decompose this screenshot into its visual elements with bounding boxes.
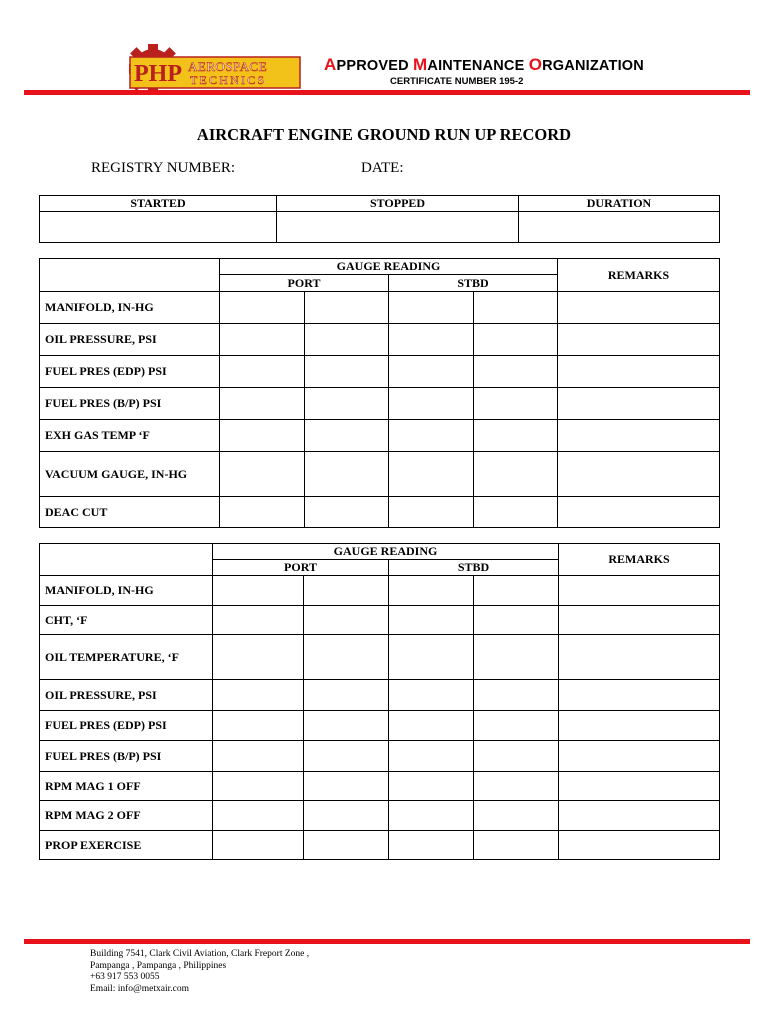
stbd-reading-1[interactable] [389, 711, 474, 741]
port-reading-2[interactable] [305, 452, 389, 497]
stbd-reading-1[interactable] [389, 801, 474, 831]
started-header: STARTED [40, 196, 277, 212]
table-row [40, 831, 720, 860]
org-word-1-rest: PPROVED [336, 58, 409, 74]
footer-line: Building 7541, Clark Civil Aviation, Clark Freport Zone , [90, 949, 310, 959]
row-label: EXH GAS TEMP ‘F [40, 420, 220, 452]
stbd-reading-1[interactable] [389, 606, 474, 635]
row-label: RPM MAG 1 OFF [40, 772, 213, 801]
port-reading-2[interactable] [304, 576, 389, 606]
remarks-cell[interactable] [558, 388, 720, 420]
certificate-number: CERTIFICATE NUMBER 195-2 [390, 76, 524, 87]
port-reading-1[interactable] [213, 772, 304, 801]
stopped-field[interactable] [277, 212, 519, 243]
row-label: DEAC CUT [40, 497, 220, 528]
row-label: PROP EXERCISE [40, 831, 213, 860]
table-row [40, 635, 720, 680]
row-label: OIL PRESSURE, PSI [40, 324, 220, 356]
port-reading-2[interactable] [305, 420, 389, 452]
stbd-reading-2[interactable] [474, 292, 558, 324]
org-word-3-initial: O [528, 55, 543, 74]
row-label: FUEL PRES (EDP) PSI [40, 711, 213, 741]
remarks-cell[interactable] [559, 606, 720, 635]
port-reading-1[interactable] [220, 324, 305, 356]
footer-line: Email: info@metxair.com [90, 983, 189, 994]
table-row [40, 420, 720, 452]
table-row [40, 292, 720, 324]
row-label: MANIFOLD, IN-HG [40, 576, 213, 606]
gauge-reading-header: GAUGE READING [213, 544, 559, 560]
footer-divider [24, 939, 750, 944]
stbd-reading-1[interactable] [389, 292, 474, 324]
stbd-reading-2[interactable] [474, 635, 559, 680]
port-reading-1[interactable] [220, 356, 305, 388]
table-row [40, 497, 720, 528]
port-reading-1[interactable] [213, 831, 304, 860]
stbd-reading-1[interactable] [389, 772, 474, 801]
remarks-cell[interactable] [559, 680, 720, 711]
stbd-reading-2[interactable] [474, 324, 558, 356]
gauge-table-1-body [40, 292, 720, 528]
row-label: FUEL PRES (EDP) PSI [40, 356, 220, 388]
port-reading-1[interactable] [220, 388, 305, 420]
table-row [40, 711, 720, 741]
org-word-1-initial: A [324, 55, 337, 74]
footer-address [90, 949, 309, 995]
header-divider [24, 90, 750, 95]
row-label: VACUUM GAUGE, IN-HG [40, 452, 220, 497]
stbd-reading-2[interactable] [474, 606, 559, 635]
remarks-cell[interactable] [559, 576, 720, 606]
stbd-header: STBD [389, 560, 559, 576]
port-reading-2[interactable] [305, 497, 389, 528]
table-row [40, 606, 720, 635]
port-reading-2[interactable] [304, 635, 389, 680]
stbd-reading-2[interactable] [474, 711, 559, 741]
row-label: CHT, ‘F [40, 606, 213, 635]
duration-field[interactable] [519, 212, 720, 243]
port-reading-2[interactable] [305, 292, 389, 324]
remarks-cell[interactable] [558, 292, 720, 324]
table-row [40, 388, 720, 420]
port-reading-2[interactable] [304, 680, 389, 711]
gauge-table-1 [39, 258, 720, 528]
stbd-reading-2[interactable] [474, 831, 559, 860]
port-reading-1[interactable] [220, 452, 305, 497]
started-field[interactable] [40, 212, 277, 243]
logo-line1-text: AEROSPACE [188, 59, 268, 74]
port-reading-2[interactable] [304, 741, 389, 772]
table-row [40, 772, 720, 801]
remarks-header: REMARKS [559, 544, 720, 576]
stbd-reading-1[interactable] [389, 452, 474, 497]
remarks-cell[interactable] [559, 772, 720, 801]
port-header: PORT [220, 275, 389, 292]
org-word-2-rest: AINTENANCE [427, 58, 525, 74]
port-reading-1[interactable] [213, 801, 304, 831]
gauge-table-2 [39, 543, 720, 860]
org-word-2-initial: M [413, 55, 428, 74]
stbd-reading-1[interactable] [389, 356, 474, 388]
port-reading-1[interactable] [213, 635, 304, 680]
stbd-reading-2[interactable] [474, 801, 559, 831]
stbd-reading-2[interactable] [474, 388, 558, 420]
row-label: FUEL PRES (B/P) PSI [40, 388, 220, 420]
port-reading-2[interactable] [304, 711, 389, 741]
stbd-reading-2[interactable] [474, 497, 558, 528]
table-row [40, 452, 720, 497]
stbd-reading-1[interactable] [389, 420, 474, 452]
table-row [40, 576, 720, 606]
port-reading-1[interactable] [213, 680, 304, 711]
port-reading-2[interactable] [304, 606, 389, 635]
remarks-cell[interactable] [558, 356, 720, 388]
port-reading-2[interactable] [305, 324, 389, 356]
port-reading-1[interactable] [213, 711, 304, 741]
footer-line: +63 917 553 0055 [90, 972, 160, 983]
stbd-reading-2[interactable] [474, 576, 559, 606]
gauge-reading-header: GAUGE READING [220, 259, 558, 275]
port-reading-1[interactable] [220, 420, 305, 452]
timing-table [39, 195, 720, 243]
remarks-cell[interactable] [559, 801, 720, 831]
remarks-cell[interactable] [558, 420, 720, 452]
port-reading-1[interactable] [220, 292, 305, 324]
table-row [40, 801, 720, 831]
table-row [40, 680, 720, 711]
stbd-reading-1[interactable] [389, 635, 474, 680]
remarks-cell[interactable] [558, 497, 720, 528]
stbd-reading-1[interactable] [389, 497, 474, 528]
port-reading-2[interactable] [305, 356, 389, 388]
remarks-cell[interactable] [559, 711, 720, 741]
port-header: PORT [213, 560, 389, 576]
row-label: OIL PRESSURE, PSI [40, 680, 213, 711]
stbd-reading-1[interactable] [389, 576, 474, 606]
stbd-reading-2[interactable] [474, 772, 559, 801]
stbd-reading-2[interactable] [474, 420, 558, 452]
remarks-header: REMARKS [558, 259, 720, 292]
port-reading-2[interactable] [305, 388, 389, 420]
stbd-reading-2[interactable] [474, 356, 558, 388]
gauge-table-1-blank-header [40, 259, 220, 292]
table-row [40, 741, 720, 772]
row-label: FUEL PRES (B/P) PSI [40, 741, 213, 772]
port-reading-1[interactable] [213, 606, 304, 635]
row-label: RPM MAG 2 OFF [40, 801, 213, 831]
duration-header: DURATION [519, 196, 720, 212]
stbd-reading-2[interactable] [474, 452, 558, 497]
port-reading-1[interactable] [213, 576, 304, 606]
port-reading-2[interactable] [304, 831, 389, 860]
stbd-reading-1[interactable] [389, 388, 474, 420]
stbd-reading-1[interactable] [389, 831, 474, 860]
port-reading-1[interactable] [220, 497, 305, 528]
remarks-cell[interactable] [558, 452, 720, 497]
logo-php-text: PHP [134, 61, 182, 87]
stbd-reading-1[interactable] [389, 741, 474, 772]
registry-number-label: REGISTRY NUMBER: [91, 160, 236, 176]
remarks-cell[interactable] [559, 635, 720, 680]
stbd-header: STBD [389, 275, 558, 292]
remarks-cell[interactable] [559, 831, 720, 860]
organization-title [324, 55, 644, 75]
footer-line: Pampanga , Pampanga , Philippines [90, 960, 227, 971]
stopped-header: STOPPED [277, 196, 519, 212]
row-label: OIL TEMPERATURE, ‘F [40, 635, 213, 680]
port-reading-2[interactable] [304, 772, 389, 801]
stbd-reading-2[interactable] [474, 741, 559, 772]
form-title: AIRCRAFT ENGINE GROUND RUN UP RECORD [196, 125, 572, 144]
gauge-table-2-body [40, 576, 720, 860]
stbd-reading-1[interactable] [389, 324, 474, 356]
logo-line2-text: TECHNICS [190, 73, 267, 87]
port-reading-1[interactable] [213, 741, 304, 772]
table-row [40, 324, 720, 356]
php-aerospace-logo [126, 44, 302, 94]
stbd-reading-1[interactable] [389, 680, 474, 711]
stbd-reading-2[interactable] [474, 680, 559, 711]
row-label: MANIFOLD, IN-HG [40, 292, 220, 324]
remarks-cell[interactable] [558, 324, 720, 356]
gauge-table-2-blank-header [40, 544, 213, 576]
org-word-3-rest: RGANIZATION [542, 58, 644, 74]
table-row [40, 356, 720, 388]
port-reading-2[interactable] [304, 801, 389, 831]
date-label: DATE: [361, 160, 404, 176]
remarks-cell[interactable] [559, 741, 720, 772]
